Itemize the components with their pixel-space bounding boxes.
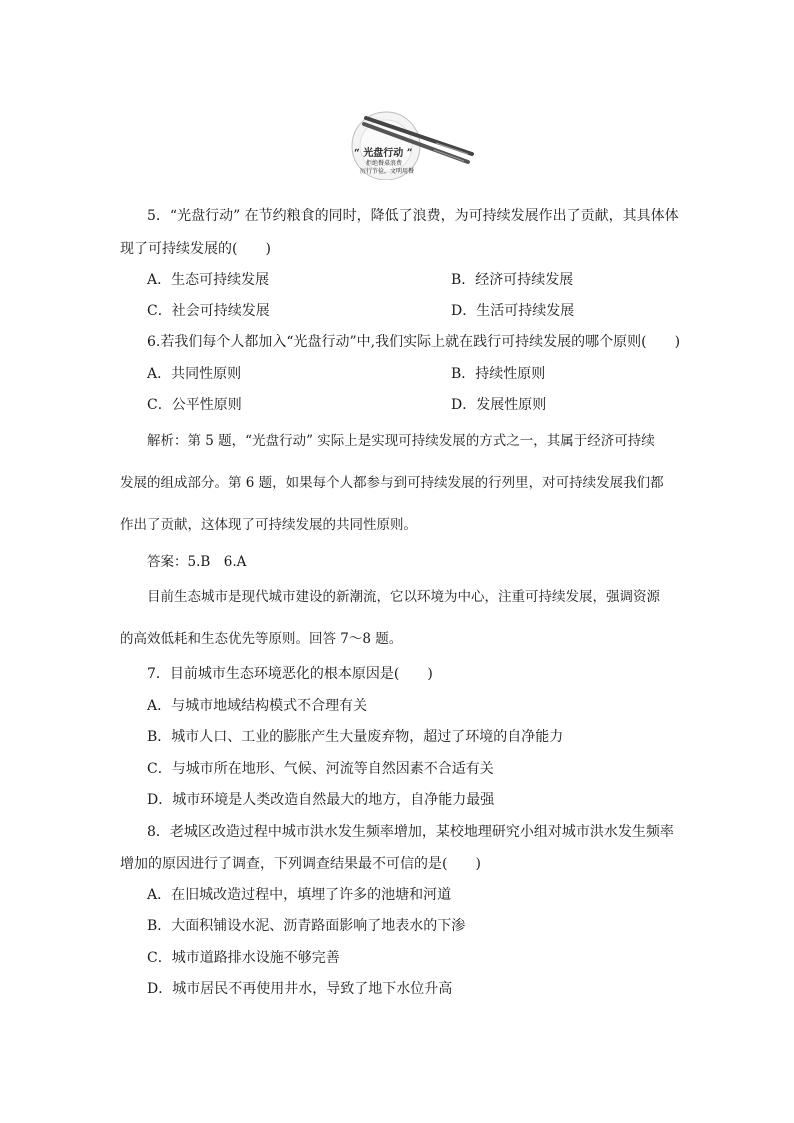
intro-line2: 的高效低耗和生态优先等原则。回答 7～8 题。 bbox=[120, 631, 403, 647]
q6-option-a: A．共同性原则 bbox=[147, 366, 242, 382]
q8-option-b: B．大面积铺设水泥、沥青路面影响了地表水的下渗 bbox=[147, 918, 466, 934]
analysis-line1: 解析：第 5 题，“光盘行动” 实际上是实现可持续发展的方式之一，其属于经济可持续 bbox=[147, 433, 655, 449]
q7-option-a: A．与城市地域结构模式不合理有关 bbox=[147, 698, 368, 714]
q7-option-c: C．与城市所在地形、气候、河流等自然因素不合适有关 bbox=[147, 761, 494, 777]
logo-subtitle-2: 厉行节俭，文明用餐 bbox=[360, 168, 415, 175]
intro-line1: 目前生态城市是现代城市建设的新潮流，它以环境为中心，注重可持续发展，强调资源 bbox=[147, 589, 660, 605]
analysis-line3: 作出了贡献，这体现了可持续发展的共同性原则。 bbox=[120, 517, 417, 533]
logo-subtitle-1: 拒绝餐桌浪费 bbox=[366, 160, 403, 167]
q8-stem-line2: 增加的原因进行了调查，下列调查结果最不可信的是( ) bbox=[120, 856, 481, 872]
q6-stem: 6.若我们每个人都加入“光盘行动”中,我们实际上就在践行可持续发展的哪个原则( ) bbox=[147, 334, 681, 350]
q8-option-c: C．城市道路排水设施不够完善 bbox=[147, 950, 340, 966]
q7-option-b: B．城市人口、工业的膨胀产生大量废弃物，超过了环境的自净能力 bbox=[147, 729, 564, 745]
q5-option-a: A．生态可持续发展 bbox=[147, 272, 270, 288]
answer: 答案：5.B 6.A bbox=[147, 554, 247, 570]
analysis-line2: 发展的组成部分。第 6 题，如果每个人都参与到可持续发展的行列里，对可持续发展我们都 bbox=[120, 475, 664, 491]
q7-option-d: D．城市环境是人类改造自然最大的地方，自净能力最强 bbox=[147, 792, 495, 808]
guangpan-logo bbox=[350, 108, 476, 180]
q5-option-c: C．社会可持续发展 bbox=[147, 303, 270, 319]
q6-option-c: C．公平性原则 bbox=[147, 397, 242, 413]
q5-option-b: B．经济可持续发展 bbox=[451, 272, 574, 288]
q8-option-a: A．在旧城改造过程中，填埋了许多的池塘和河道 bbox=[147, 887, 452, 903]
q5-option-d: D．生活可持续发展 bbox=[451, 303, 575, 319]
q5-stem-line1: 5．“光盘行动” 在节约粮食的同时，降低了浪费，为可持续发展作出了贡献，其具体体 bbox=[147, 208, 679, 224]
q8-option-d: D．城市居民不再使用井水，导致了地下水位升高 bbox=[147, 981, 453, 997]
q5-stem-line2: 现了可持续发展的( ) bbox=[120, 241, 271, 257]
logo-title: “ 光盘行动 ” bbox=[354, 148, 413, 159]
q7-stem: 7．目前城市生态环境恶化的根本原因是( ) bbox=[147, 666, 433, 682]
q6-option-b: B．持续性原则 bbox=[451, 366, 546, 382]
q8-stem-line1: 8．老城区改造过程中城市洪水发生频率增加，某校地理研究小组对城市洪水发生频率 bbox=[147, 824, 674, 840]
q6-option-d: D．发展性原则 bbox=[451, 397, 547, 413]
